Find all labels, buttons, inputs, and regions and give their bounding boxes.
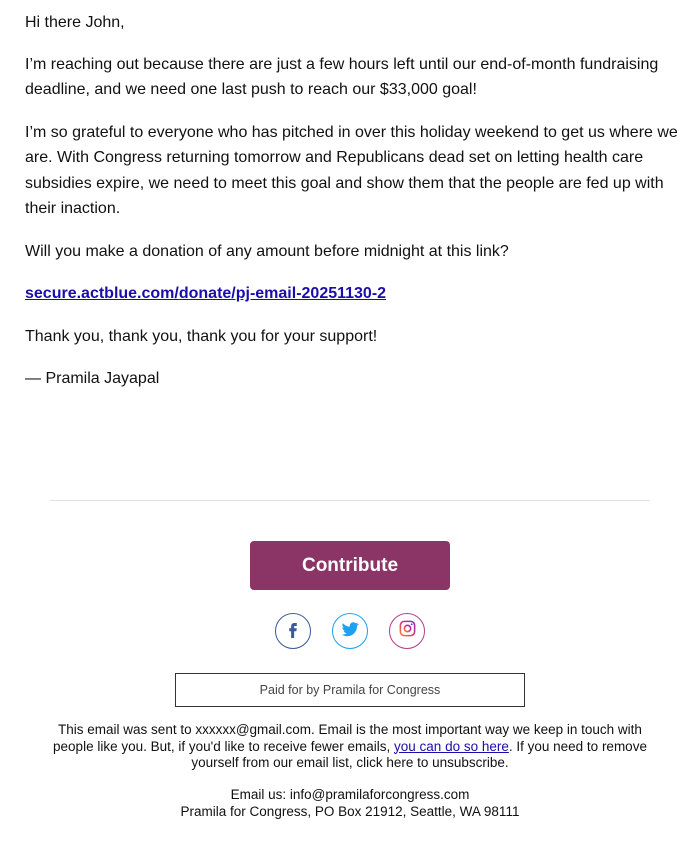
twitter-link[interactable] [332, 613, 368, 649]
contribute-button[interactable]: Contribute [250, 541, 450, 590]
email-body [25, 10, 680, 409]
greeting: Hi there John, [25, 14, 125, 31]
twitter-icon [340, 619, 360, 644]
paragraph-deadline: I’m reaching out because there are just a few hours left until our end-of-month fundraising deadline, and we need one last push to reach our $33,000 goal! [25, 55, 659, 98]
mailing-address: Pramila for Congress, PO Box 21912, Seattle, WA 98111 [180, 804, 520, 819]
donate-link[interactable]: secure.actblue.com/donate/pj-email-20251130-2 [25, 285, 387, 302]
paid-for-box [175, 673, 525, 707]
paragraph-grateful: I’m so grateful to everyone who has pitched in over this holiday weekend to get us where we are. With Congress returning tomorrow and Republicans dead set on letting health care subsidies expire, we need to meet this goal and show them that the people are fed up with their inaction. [25, 123, 678, 217]
contact-email: Email us: info@pramilaforcongress.com [230, 787, 470, 802]
social-links [275, 613, 425, 651]
instagram-link[interactable] [389, 613, 425, 649]
footer-divider [50, 500, 650, 501]
fewer-emails-link[interactable]: you can do so here [394, 738, 509, 754]
notice-text-before: This email was sent to xxxxxx@gmail.com. Email is the most important way we keep in touch with people like you. But, if you'd like to receive fewer emails, [53, 722, 642, 754]
facebook-link[interactable] [275, 613, 311, 649]
paid-for-text: Paid for by Pramila for Congress [259, 683, 441, 697]
facebook-icon [284, 620, 302, 643]
notice-text-after: . If you need to remove yourself from our email list, click here to unsubscribe. [191, 738, 647, 770]
donate-link-paragraph [25, 281, 680, 307]
instagram-icon [398, 619, 417, 643]
footer-notice [45, 722, 655, 772]
footer-contact [45, 786, 655, 820]
thanks-line: Thank you, thank you, thank you for your support! [25, 327, 378, 345]
signature: — Pramila Jayapal [25, 370, 160, 387]
paragraph-ask: Will you make a donation of any amount before midnight at this link? [25, 242, 509, 260]
